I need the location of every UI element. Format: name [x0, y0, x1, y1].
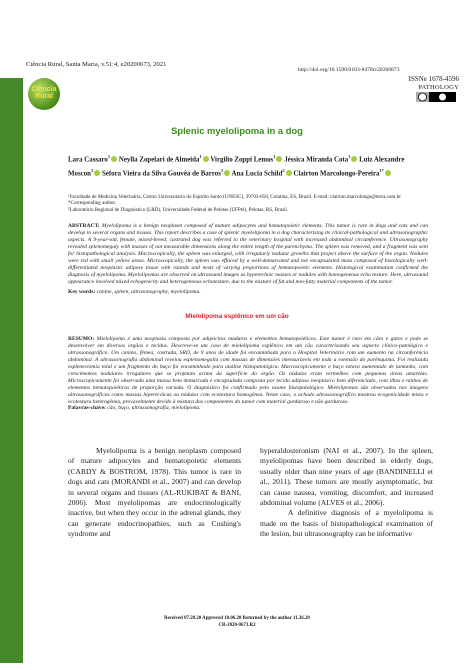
- author-affiliation-mark: 1*: [379, 167, 384, 173]
- author-name: Ana Lucia Schild: [231, 170, 283, 178]
- body-column-left: [68, 446, 241, 540]
- palavras-chave: Palavras-chave: cão, baço, ultrassonografia, mielolipoma.: [68, 405, 201, 411]
- author-name: Neylla Zopelari de Almeida: [118, 156, 200, 164]
- portuguese-title: Mielolipoma esplênico em um cão: [185, 313, 289, 320]
- author-list: [68, 152, 428, 180]
- palavras-label: Palavras-chave: [68, 405, 105, 411]
- body-paragraph-1-cont: hyperaldosteronism (NAI et al., 2007). In the spleen, myelolipomas have been described in elderly dogs, usually older than nine years of age (BANDINELLI et al., 2011). These tumors are mostly asymptomatic, but can cause nausea, vomiting, discomfort, and increased abdominal volume (ALVES et al., 2006).: [260, 446, 433, 508]
- abstract: ABSTRACT: Myelolipoma is a benign neoplasm composed of mature adipocytes and hematopoietic elements. This tumor is rare in dogs and cats and can develop in several organs and tissues. This report describes a case of splenic myelolipoma in a dog characterizing its clinical-pathological and ultrasonographic aspects. A 9-year-old, female, mixed-breed, castrated dog was referred to the veterinary hospital with increased abdominal circumference. Ultrasonography revealed splenomegaly with masses of not measurable dimensions along the entire length of the parenchyma. The spleen was removed, and a fragment was sent for histopathological analysis. Macroscopically, the spleen was enlarged, with irregularly nodular growths that project above the surface of the organ. Nodules were red with small yellow areas. Microscopically, the spleen was effaced by a well-demarcated and not encapsulated mass composed of histologically well-differentiated neoplastic adipose tissue with islands and nests of varying proportions of hematopoietic elements. Histological examination confirmed the diagnosis of myelolipoma. Myelolipomas are observed on ultrasound images as hyperechoic masses or nodules with homogeneous echo texture. Here, ultrasound appearance involved mixed echogenicity and heterogeneous echotexture, due to the mixture of fat and non-fatty material components of the tumor.: [68, 223, 429, 285]
- manuscript-id: CR-2020-0673.R2: [218, 623, 256, 628]
- keywords-label: Key words: [68, 289, 94, 295]
- issn: ISSNe 1678-4596: [408, 75, 459, 83]
- orcid-icon[interactable]: [351, 156, 357, 162]
- affiliation-1: ¹Faculdade de Medicina Veterinária, Centro Universitário do Espírito Santo (UNESC), 29703-858, Colatina, ES, Brazil. E-mail: clairton.marcolongo@terra.com.br: [68, 194, 401, 200]
- author-affiliation-mark: 1: [107, 154, 111, 159]
- palavras-text: cão, baço, ultrassonografia, mielolipoma.: [107, 405, 201, 411]
- body-column-right: [260, 446, 433, 540]
- article-title: Splenic myelolipoma in a dog: [171, 125, 303, 136]
- author-affiliation-mark: 1: [90, 167, 94, 173]
- author-name: Séfora Vieira da Silva Gouvêa de Barros: [101, 170, 221, 178]
- author-affiliation-mark: 1: [273, 154, 276, 159]
- author-name: Virgilio Zoppi Lemos: [210, 156, 274, 164]
- orcid-icon[interactable]: [111, 156, 117, 162]
- resumo-text: Mielolipoma é uma neoplasia composta por adipócitos maduros e elementos hematopoiéticos. Este tumor é raro em cães e gatos e pode se desenvolver em diversos órgãos e tecidos. Descreve-se um caso de mielolipoma esplênico em um cão caracterizando seu aspecto clínico-patológico e ultrassonográfico. Um canino, fêmea, castrada, SRD, de 9 anos de idade foi encaminhada para o Hospital Veterinário com um aumento na circunferência abdominal. A ultrassonografia abdominal revelou esplenomegalia com massas de dimensões imensuráveis em toda a extensão do parênquima. Foi realizada esplenectomia total e um fragmento do baço foi encaminhado para análise histopatológica. Macroscopicamente o baço estava aumentado de tamanho, com crescimentos nodulares irregulares que se projetam acima da superfície do órgão. Os nódulos eram vermelhos com pequenas áreas amarelas. Microscopicamente foi observada uma massa bem demarcada e encapsulada composta por tecido adiposo neoplásico bem diferenciado, com ilhas e ninhos de elementos hematopoiéticos de proporção variada. O diagnóstico foi confirmado pelo exame histopatológico. Mielolipomas são observados nas imagens ultrassonográficas como massas hiperecóicas ou nódulos com ecotextura homogênea. Neste caso, o achado ultrassonográfico mostrou ecogenicidade mista e ecotextura heterogênea, provavelmente devido à mistura dos componentes do tumor com material gorduroso e não gorduroso.: [68, 336, 429, 405]
- corresponding-note: *Corresponding author.: [68, 200, 117, 207]
- orcid-icon[interactable]: [276, 156, 282, 162]
- creative-commons-icon: [416, 92, 456, 102]
- author-affiliation-mark: 1: [220, 167, 224, 173]
- logo-text-2: Rural: [35, 93, 53, 100]
- keywords: Key words: canine, spleen, ultrasonography, myelolipoma.: [68, 289, 201, 295]
- orcid-icon[interactable]: [385, 170, 391, 176]
- journal-logo: [28, 78, 60, 110]
- body-paragraph-2: A definitive diagnosis of a myelolipoma is made on the basis of histopathological examination of the lesion, but ultrasonography can be informative: [260, 508, 433, 539]
- author-affiliation-mark: 2: [282, 167, 285, 173]
- section-label: PATHOLOGY: [418, 84, 459, 91]
- orcid-icon[interactable]: [224, 170, 230, 176]
- abstract-text: Myelolipoma is a benign neoplasm composed of mature adipocytes and hematopoietic elements. This tumor is rare in dogs and cats and can develop in several organs and tissues. This report describes a case of splenic myelolipoma in a dog characterizing its clinical-pathological and ultrasonographic aspects. A 9-year-old, female, mixed-breed, castrated dog was referred to the veterinary hospital with increased abdominal circumference. Ultrasonography revealed splenomegaly with masses of not measurable dimensions along the entire length of the parenchyma. The spleen was removed, and a fragment was sent for histopathological analysis. Macroscopically, the spleen was enlarged, with irregularly nodular growths that project above the surface of the organ. Nodules were red with small yellow areas. Microscopically, the spleen was effaced by a well-demarcated and not encapsulated mass composed of histologically well-differentiated neoplastic adipose tissue with islands and nests of varying proportions of hematopoietic elements. Histological examination confirmed the diagnosis of myelolipoma. Myelolipomas are observed on ultrasound images as hyperechoic masses or nodules with homogeneous echo texture. Here, ultrasound appearance involved mixed echogenicity and heterogeneous echotexture, due to the mixture of fat and non-fatty material components of the tumor.: [68, 223, 429, 285]
- author-affiliation-mark: 1: [348, 154, 351, 159]
- orcid-icon[interactable]: [286, 170, 292, 176]
- affiliation-2: ²Laboratório Regional de Diagnóstico (LRD), Universidade Federal de Pelotas (UFPel), Pelotas, RS, Brasil.: [68, 206, 289, 213]
- author-name: Jéssica Miranda Cota: [284, 156, 349, 164]
- author-name: Lara Cassaro: [68, 156, 108, 164]
- resumo-label: RESUMO: [68, 336, 93, 342]
- affiliations: [68, 194, 428, 213]
- received-dates: Received 07.20.20 Approved 10.06.20 Returned by the author 11.26.20: [164, 616, 310, 621]
- body-paragraph-1: Myelolipoma is a benign neoplasm composed of mature adipocytes and hematopoietic elements (CARDY & BOSTROM, 1978). This tumor is rare in dogs and cats (MORANDI et al., 2007) and can develop in several organs and tissues (AL-RUKIBAT & BANI, 2006). Most myelolipomas are endocrinologically inactive, but when they occur in the adrenal glands, they can generate endocrinopathies, such as Cushing's syndrome and: [68, 446, 241, 539]
- green-sidebar: [0, 78, 23, 663]
- doi-link[interactable]: http://doi.org/10.1590/0103-8478cr20200673: [298, 67, 400, 73]
- abstract-label: ABSTRACT: [68, 223, 98, 229]
- journal-citation: Ciência Rural, Santa Maria, v.51:4, e20200673, 2021: [26, 61, 167, 68]
- author-name: Clairton Marcolongo-Pereira: [293, 170, 380, 178]
- author-affiliation-mark: 1: [199, 154, 202, 159]
- logo-text-1: Ciência: [31, 86, 57, 93]
- orcid-icon[interactable]: [203, 156, 209, 162]
- keywords-text: canine, spleen, ultrasonography, myelolipoma.: [96, 289, 201, 295]
- author-name: Luiz Alexandre Moscon: [68, 156, 405, 178]
- resumo: RESUMO: Mielolipoma é uma neoplasia composta por adipócitos maduros e elementos hematopoiéticos. Este tumor é raro em cães e gatos e pode se desenvolver em diversos órgãos e tecidos. Descreve-se um caso de mielolipoma esplênico em um cão caracterizando seu aspecto clínico-patológico e ultrassonográfico. Um canino, fêmea, castrada, SRD, de 9 anos de idade foi encaminhada para o Hospital Veterinário com um aumento na circunferência abdominal. A ultrassonografia abdominal revelou esplenomegalia com massas de dimensões imensuráveis em toda a extensão do parênquima. Foi realizada esplenectomia total e um fragmento do baço foi encaminhado para análise histopatológica. Macroscopicamente o baço estava aumentado de tamanho, com crescimentos nodulares irregulares que se projetam acima da superfície do órgão. Os nódulos eram vermelhos com pequenas áreas amarelas. Microscopicamente foi observada uma massa bem demarcada e encapsulada composta por tecido adiposo neoplásico bem diferenciado, com ilhas e ninhos de elementos hematopoiéticos de proporção variada. O diagnóstico foi confirmado pelo exame histopatológico. Mielolipomas são observados nas imagens ultrassonográficas como massas hiperecóicas ou nódulos com ecotextura homogênea. Neste caso, o achado ultrassonográfico mostrou ecogenicidade mista e ecotextura heterogênea, provavelmente devido à mistura dos componentes do tumor com material gorduroso e não gorduroso.: [68, 336, 429, 405]
- orcid-icon[interactable]: [94, 170, 100, 176]
